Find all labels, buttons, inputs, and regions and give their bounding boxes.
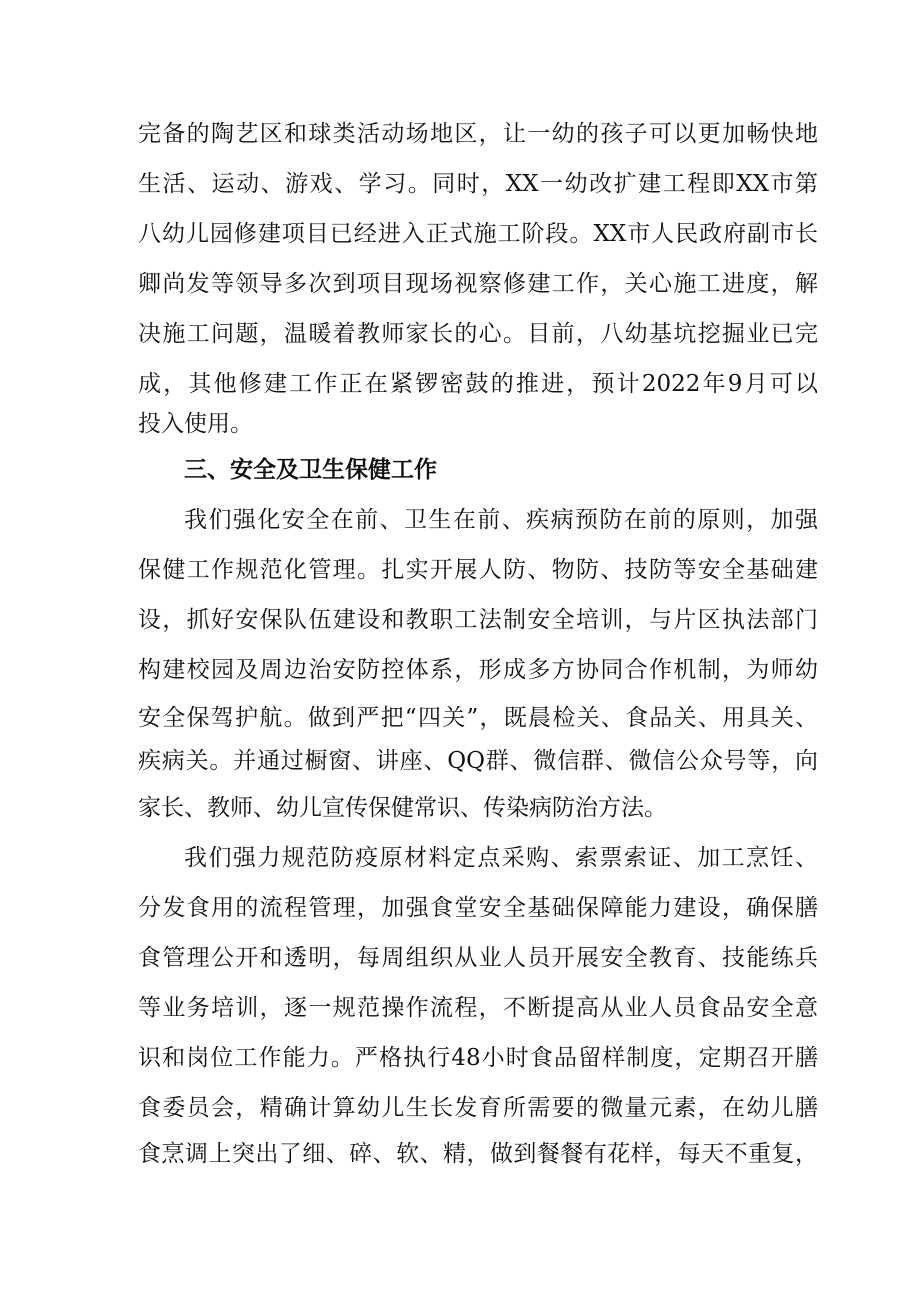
paragraph-3-line-3: 食管理公开和透明，每周组织从业人员开展安全教育、技能练兵 xyxy=(138,945,818,971)
paragraph-2-line-7: 家长、教师、幼儿宣传保健常识、传染病防治方法。 xyxy=(138,795,667,821)
paragraph-2-line-5: 安全保驾护航。做到严把“四关”，既晨检关、食品关、用具关、 xyxy=(138,705,818,731)
paragraph-2-line-6: 疾病关。并通过橱窗、讲座、QQ群、微信群、微信公众号等，向 xyxy=(138,748,818,774)
paragraph-3-line-6: 食委员会，精确计算幼儿生长发育所需要的微量元素，在幼儿膳 xyxy=(138,1095,818,1121)
paragraph-3-line-5: 识和岗位工作能力。严格执行48小时食品留样制度，定期召开膳 xyxy=(138,1045,818,1071)
paragraph-3-line-1: 我们强力规范防疫原材料定点采购、索票索证、加工烹饪、 xyxy=(184,845,818,871)
paragraph-2-line-2: 保健工作规范化管理。扎实开展人防、物防、技防等安全基础建 xyxy=(138,557,818,583)
paragraph-1-line-6: 成，其他修建工作正在紧锣密鼓的推进，预计2022年9月可以 xyxy=(138,371,818,397)
paragraph-1-line-3: 八幼儿园修建项目已经进入正式施工阶段。XX市人民政府副市长 xyxy=(138,221,818,247)
paragraph-1-line-1: 完备的陶艺区和球类活动场地区，让一幼的孩子可以更加畅快地 xyxy=(138,121,818,147)
paragraph-2-line-3: 设，抓好安保队伍建设和教职工法制安全培训，与片区执法部门 xyxy=(138,607,818,633)
paragraph-3-line-7: 食烹调上突出了细、碎、软、精，做到餐餐有花样，每天不重复， xyxy=(138,1141,818,1167)
section-heading: 三、安全及卫生保健工作 xyxy=(184,457,437,483)
paragraph-3-line-4: 等业务培训，逐一规范操作流程，不断提高从业人员食品安全意 xyxy=(138,995,818,1021)
paragraph-1-line-5: 决施工问题，温暖着教师家长的心。目前，八幼基坑挖掘业已完 xyxy=(138,321,818,347)
paragraph-1-line-4: 卿尚发等领导多次到项目现场视察修建工作，关心施工进度，解 xyxy=(138,271,818,297)
paragraph-2-line-4: 构建校园及周边治安防控体系，形成多方协同合作机制，为师幼 xyxy=(138,657,818,683)
paragraph-1-line-7: 投入使用。 xyxy=(138,411,253,437)
paragraph-2-line-1: 我们强化安全在前、卫生在前、疾病预防在前的原则，加强 xyxy=(184,507,818,533)
paragraph-1-line-2: 生活、运动、游戏、学习。同时，XX一幼改扩建工程即XX市第 xyxy=(138,171,818,197)
paragraph-3-line-2: 分发食用的流程管理，加强食堂安全基础保障能力建设，确保膳 xyxy=(138,895,818,921)
